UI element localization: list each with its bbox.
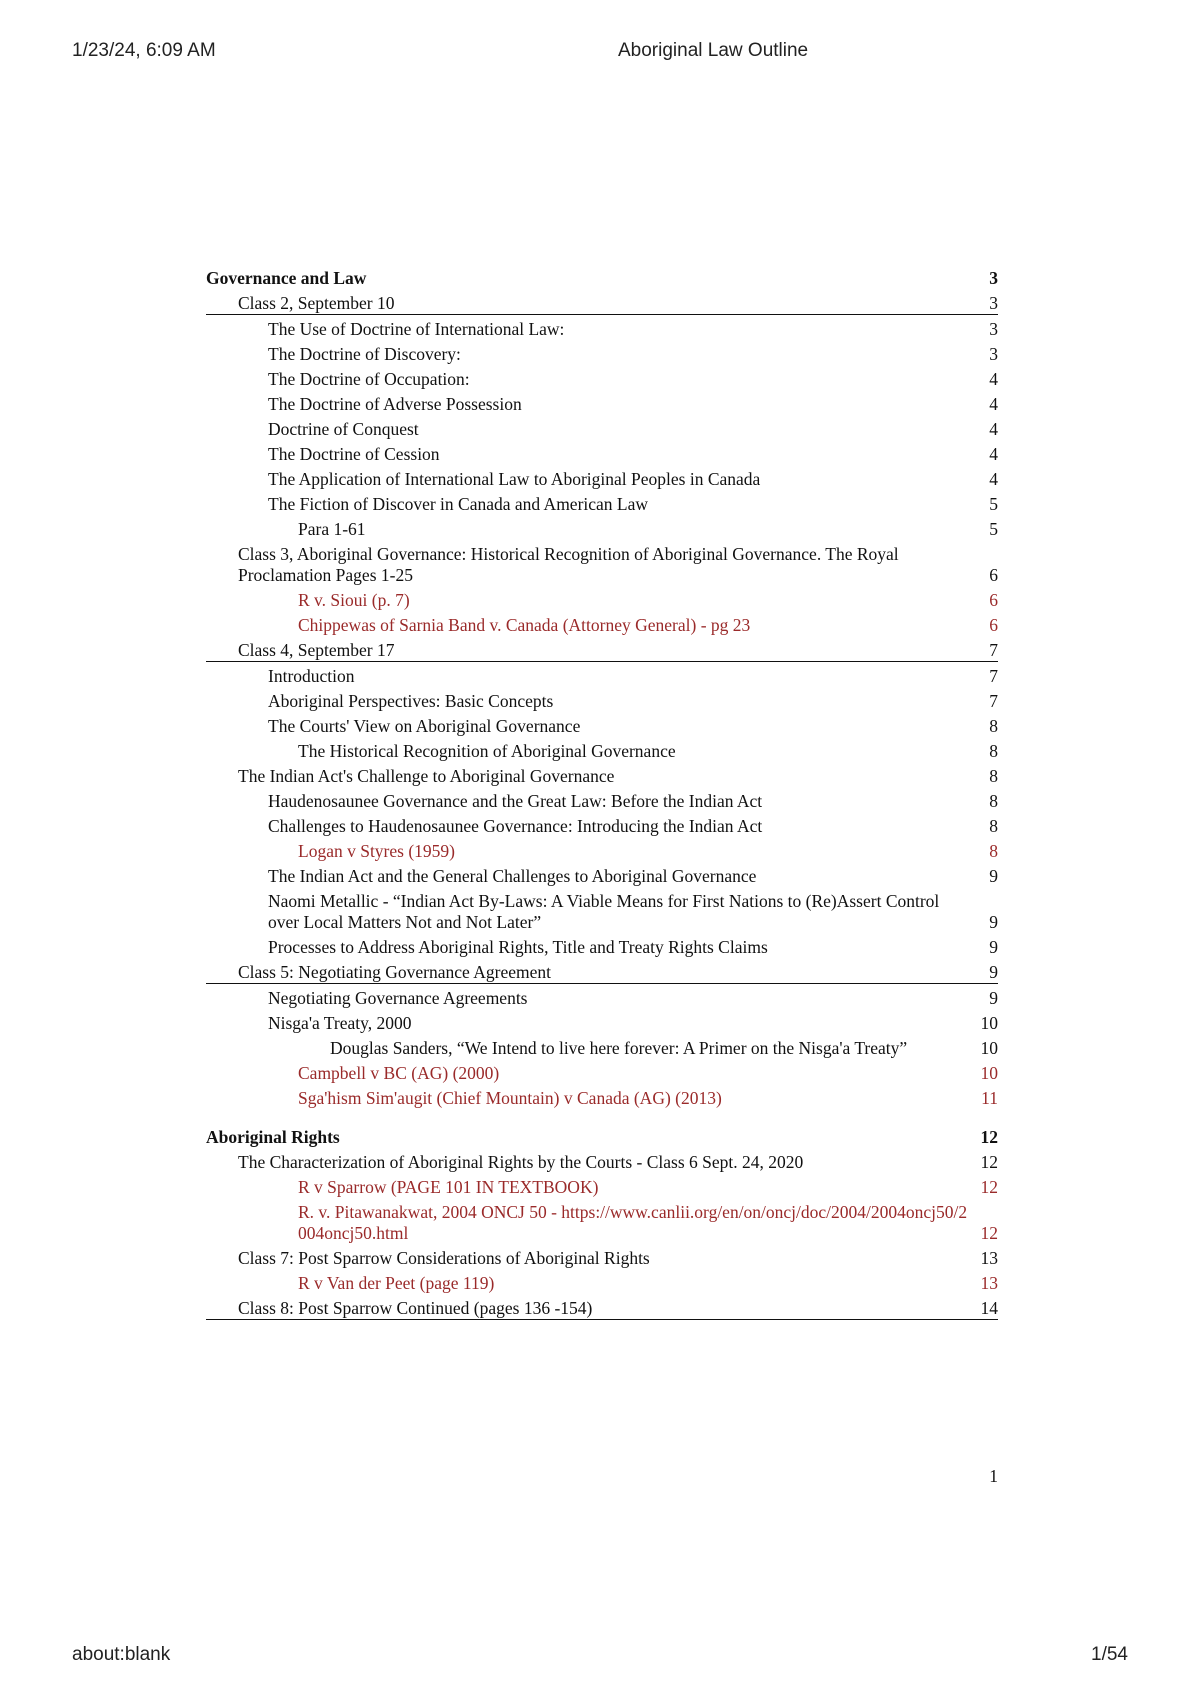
toc-entry-title: Class 2, September 10 [238,293,395,313]
toc-entry-title: R. v. Pitawanakwat, 2004 ONCJ 50 - https://www.canlii.org/en/on/oncj/doc/2004/2004oncj50/2004oncj50.html [298,1202,968,1243]
toc-entry[interactable] [206,369,998,390]
toc-entry-title: Class 5: Negotiating Governance Agreement [238,962,551,982]
toc-entry-page: 10 [980,1063,998,1083]
toc-entry[interactable] [206,344,998,365]
toc-entry-page: 5 [989,494,998,514]
toc-entry-title: R v Van der Peet (page 119) [298,1273,495,1293]
toc-entry[interactable] [206,716,998,737]
toc-entry-title: Class 4, September 17 [238,640,395,660]
toc-entry-title: Class 8: Post Sparrow Continued (pages 136 -154) [238,1298,593,1318]
footer-url: about:blank [72,1644,171,1665]
toc-entry-title: Chippewas of Sarnia Band v. Canada (Attorney General) - pg 23 [298,615,751,635]
toc-entry[interactable] [206,937,998,958]
toc-entry-page: 10 [980,1038,998,1058]
toc-entry-page: 8 [989,741,998,761]
toc-entry-page: 4 [989,444,998,464]
toc-case-entry[interactable] [206,1063,998,1084]
print-footer [0,1644,1200,1670]
toc-entry-page: 7 [989,640,998,660]
toc-entry-page: 3 [989,268,998,288]
toc-entry-title: Nisga'a Treaty, 2000 [268,1013,412,1033]
toc-case-entry[interactable] [206,1177,998,1198]
toc-entry[interactable] [206,988,998,1009]
toc-entry-page: 13 [980,1248,998,1268]
toc-entry-page: 10 [980,1013,998,1033]
toc-entry[interactable] [206,1152,998,1173]
toc-entry-title: The Historical Recognition of Aboriginal Governance [298,741,676,761]
toc-entry[interactable] [206,791,998,812]
toc-entry-title: Class 7: Post Sparrow Considerations of Aboriginal Rights [238,1248,650,1268]
toc-entry-page: 9 [989,866,998,886]
toc-entry-page: 4 [989,369,998,389]
toc-entry[interactable] [206,640,998,662]
toc-entry-page: 4 [989,419,998,439]
toc-entry[interactable] [206,394,998,415]
toc-entry-page: 6 [989,615,998,635]
toc-entry-page: 14 [980,1298,998,1318]
toc-entry-title: Introduction [268,666,355,686]
toc-case-entry[interactable] [206,1202,998,1244]
document-title: Aboriginal Law Outline [618,40,809,61]
toc-entry[interactable] [206,319,998,340]
toc-entry-title: The Use of Doctrine of International Law: [268,319,565,339]
toc-entry-page: 13 [980,1273,998,1293]
toc-entry-page: 12 [980,1223,998,1243]
toc-entry-title: The Doctrine of Adverse Possession [268,394,522,414]
toc-entry[interactable] [206,891,998,933]
toc-entry-page: 8 [989,766,998,786]
toc-entry-page: 8 [989,791,998,811]
toc-entry-page: 3 [989,319,998,339]
toc-entry[interactable] [206,866,998,887]
toc-entry[interactable] [206,444,998,465]
toc-entry-page: 9 [989,937,998,957]
toc-entry-title: The Indian Act and the General Challenges to Aboriginal Governance [268,866,757,886]
toc-entry-page: 7 [989,666,998,686]
print-header [0,40,1200,66]
toc-entry-page: 4 [989,469,998,489]
footer-page-count: 1/54 [1091,1644,1128,1665]
toc-entry[interactable] [206,691,998,712]
toc-case-entry[interactable] [206,590,998,611]
toc-entry-title: R v Sparrow (PAGE 101 IN TEXTBOOK) [298,1177,599,1197]
toc-entry-title: Challenges to Haudenosaunee Governance: Introducing the Indian Act [268,816,763,836]
toc-entry-title: Haudenosaunee Governance and the Great Law: Before the Indian Act [268,791,763,811]
toc-entry-title: Naomi Metallic - “Indian Act By-Laws: A Viable Means for First Nations to (Re)Assert Control over Local Matters Not and Not Later” [268,891,940,932]
toc-entry-page: 7 [989,691,998,711]
toc-entry-title: Campbell v BC (AG) (2000) [298,1063,500,1083]
toc-entry-page: 12 [980,1177,998,1197]
toc-case-entry[interactable] [206,1088,998,1109]
toc-entry-page: 6 [989,590,998,610]
toc-entry-page: 5 [989,519,998,539]
toc-entry-page: 9 [989,962,998,982]
toc-entry-page: 8 [989,716,998,736]
toc-entry[interactable] [206,519,998,540]
toc-entry-page: 9 [989,912,998,932]
toc-entry-page: 8 [989,841,998,861]
toc-entry[interactable] [206,816,998,837]
toc-entry-page: 11 [981,1088,998,1108]
toc-entry-page: 12 [980,1127,998,1147]
toc-entry-title: The Doctrine of Occupation: [268,369,470,389]
toc-entry-title: The Indian Act's Challenge to Aboriginal Governance [238,766,615,786]
toc-entry-title: Aboriginal Rights [206,1127,340,1147]
toc-case-entry[interactable] [206,1273,998,1294]
toc-entry[interactable] [206,962,998,984]
toc-entry-title: The Doctrine of Cession [268,444,440,464]
toc-entry-title: The Characterization of Aboriginal Rights by the Courts - Class 6 Sept. 24, 2020 [238,1152,804,1172]
toc-entry[interactable] [206,766,998,787]
toc-entry[interactable] [206,469,998,490]
print-datetime: 1/23/24, 6:09 AM [72,40,216,61]
toc-entry-title: Para 1-61 [298,519,366,539]
toc-entry-title: R v. Sioui (p. 7) [298,590,410,610]
toc-entry-page: 12 [980,1152,998,1172]
toc-entry[interactable] [206,494,998,515]
toc-entry-title: Processes to Address Aboriginal Rights, Title and Treaty Rights Claims [268,937,768,957]
toc-case-entry[interactable] [206,841,998,862]
toc-entry-title: Negotiating Governance Agreements [268,988,528,1008]
table-of-contents [206,268,998,1320]
toc-entry[interactable] [206,1248,998,1269]
toc-entry-title: Governance and Law [206,268,367,288]
toc-entry-title: Aboriginal Perspectives: Basic Concepts [268,691,554,711]
toc-entry-title: The Fiction of Discover in Canada and American Law [268,494,649,514]
toc-entry-page: 8 [989,816,998,836]
toc-entry[interactable] [206,666,998,687]
page-number: 1 [989,1466,998,1486]
toc-entry-page: 3 [989,293,998,313]
toc-entry[interactable] [206,741,998,762]
toc-entry-page: 3 [989,344,998,364]
toc-entry-title: Logan v Styres (1959) [298,841,455,861]
toc-entry-title: The Doctrine of Discovery: [268,344,461,364]
toc-entry-page: 6 [989,565,998,585]
toc-entry[interactable] [206,1298,998,1320]
toc-entry-title: Douglas Sanders, “We Intend to live here forever: A Primer on the Nisga'a Treaty” [330,1038,908,1058]
toc-entry-page: 4 [989,394,998,414]
toc-entry[interactable] [206,544,998,586]
toc-case-entry[interactable] [206,615,998,636]
toc-entry-title: Sga'hism Sim'augit (Chief Mountain) v Canada (AG) (2013) [298,1088,722,1108]
toc-entry-title: Class 3, Aboriginal Governance: Historical Recognition of Aboriginal Governance. The Royal Proclamation Pages 1-25 [238,544,899,585]
toc-entry[interactable] [206,293,998,315]
toc-entry-title: The Courts' View on Aboriginal Governance [268,716,581,736]
toc-entry[interactable] [206,1038,998,1059]
toc-entry[interactable] [206,1013,998,1034]
toc-entry[interactable] [206,419,998,440]
toc-entry-title: The Application of International Law to Aboriginal Peoples in Canada [268,469,761,489]
toc-section-heading[interactable] [206,1127,998,1148]
toc-section-heading[interactable] [206,268,998,289]
toc-entry-title: Doctrine of Conquest [268,419,419,439]
toc-entry-page: 9 [989,988,998,1008]
